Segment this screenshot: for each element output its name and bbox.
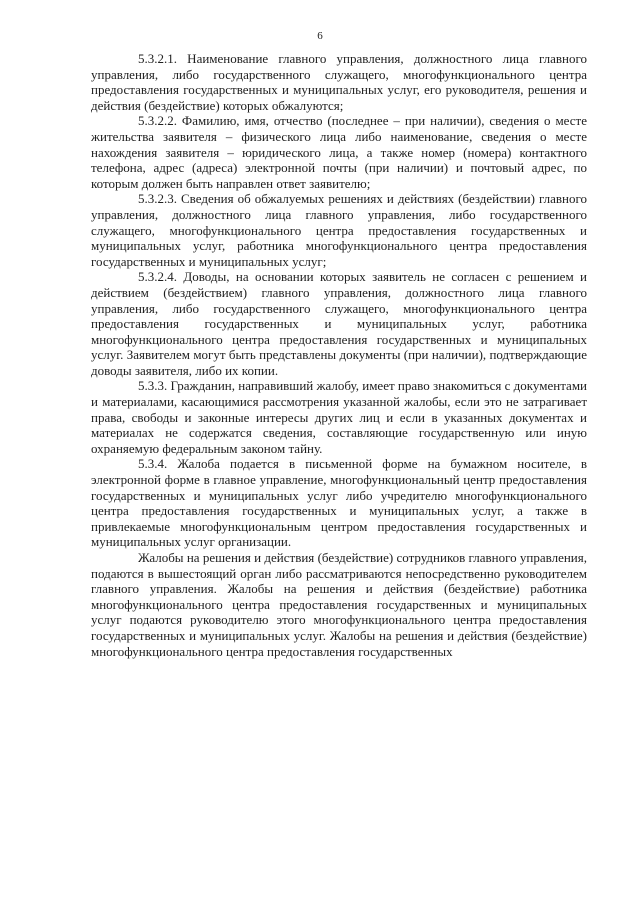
paragraph-5-3-3: 5.3.3. Гражданин, направивший жалобу, имеет право знакомиться с документами и материалами, касающимися рассмотрения указанной жалобы, если это не затрагивает права, свободы и законные интересы других лиц и если в указанных документах и материалах не содержатся сведения, составляющие государственную или иную охраняемую федеральным законом тайну. (91, 378, 587, 456)
paragraph-5-3-4: 5.3.4. Жалоба подается в письменной форме на бумажном носителе, в электронной форме в главное управление, многофункциональный центр предоставления государственных и муниципальных услуг либо учредителю многофункционального центра предоставления государственных и муниципальных услуг, а также в привлекаемые многофункциональным центром предоставления государственных и муниципальных услуг организации. (91, 456, 587, 550)
paragraph-complaints: Жалобы на решения и действия (бездействие) сотрудников главного управления, подаются в вышестоящий орган либо рассматриваются непосредственно руководителем главного управления. Жалобы на решения и действия (бездействие) работника многофункционального центра предоставления государственных и муниципальных услуг подаются руководителю этого многофункционального центра предоставления государственных и муниципальных услуг. Жалобы на решения и действия (бездействие) многофункционального центра предоставления государственных (91, 550, 587, 659)
page-number: 6 (317, 30, 323, 42)
document-body (91, 51, 587, 659)
paragraph-5-3-2-3: 5.3.2.3. Сведения об обжалуемых решениях и действиях (бездействии) главного управления, должностного лица главного управления, либо государственного служащего, многофункционального центра предоставления государственных и муниципальных услуг, работника многофункционального центра предоставления государственных и муниципальных услуг; (91, 191, 587, 269)
paragraph-5-3-2-1: 5.3.2.1. Наименование главного управления, должностного лица главного управления, либо государственного служащего, многофункционального центра предоставления государственных и муниципальных услуг, его руководителя, решения и действия (бездействие) которых обжалуются; (91, 51, 587, 113)
paragraph-5-3-2-4: 5.3.2.4. Доводы, на основании которых заявитель не согласен с решением и действием (бездействием) главного управления, должностного лица главного управления, либо государственного служащего, многофункционального центра предоставления государственных и муниципальных услуг, работника многофункционального центра предоставления государственных и муниципальных услуг. Заявителем могут быть представлены документы (при наличии), подтверждающие доводы заявителя, либо их копии. (91, 269, 587, 378)
paragraph-5-3-2-2: 5.3.2.2. Фамилию, имя, отчество (последнее – при наличии), сведения о месте жительства заявителя – физического лица либо наименование, сведения о месте нахождения заявителя – юридического лица, а также номер (номера) контактного телефона, адрес (адреса) электронной почты (при наличии) и почтовый адрес, по которым должен быть направлен ответ заявителю; (91, 113, 587, 191)
